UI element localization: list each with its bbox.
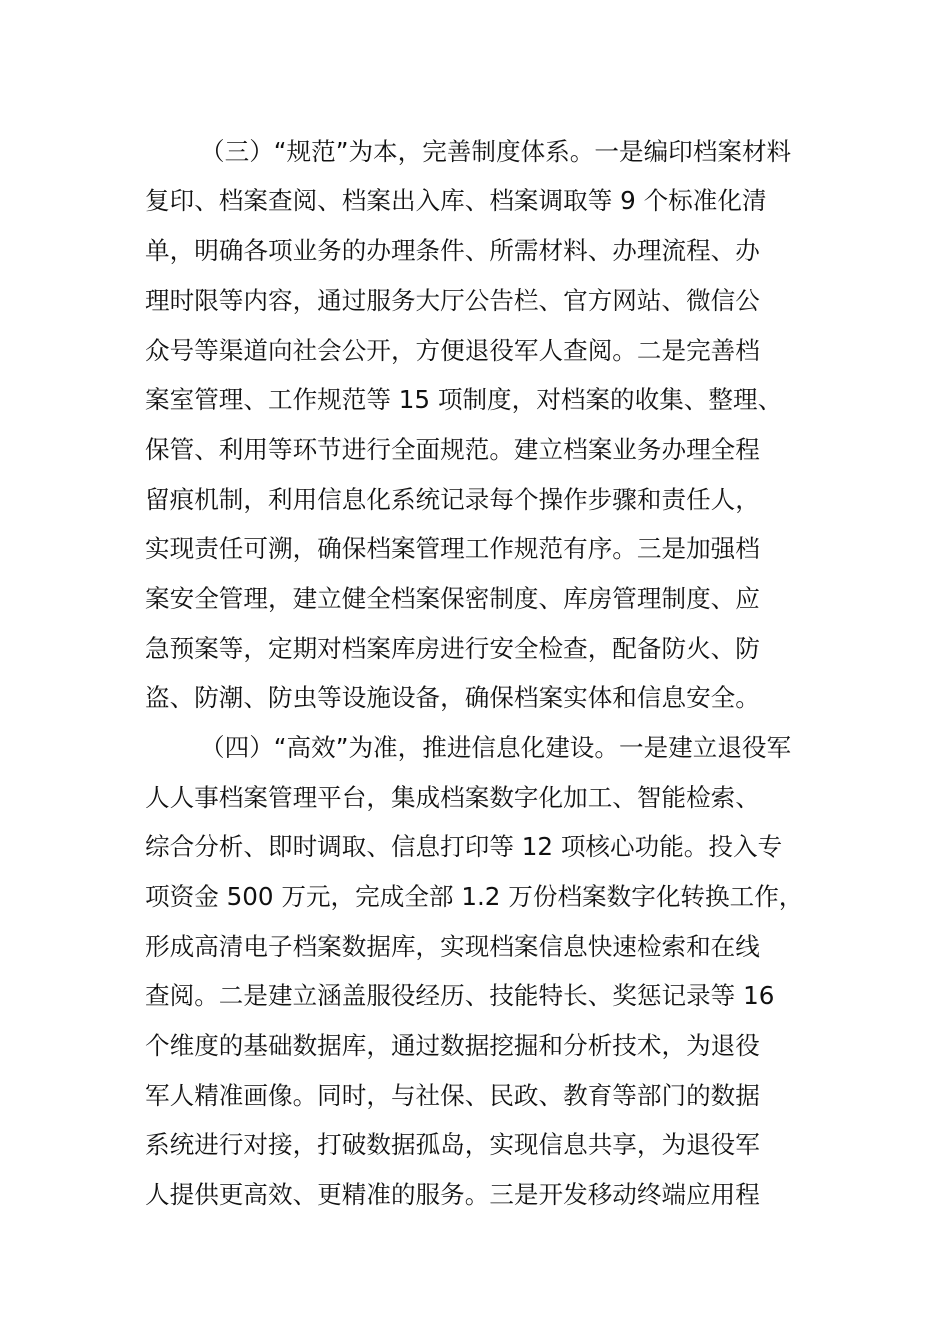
paragraph-4-line-5: 形成高清电子档案数据库，实现档案信息快速检索和在线 [145,932,760,961]
paragraph-4-line-1: （四）“高效”为准，推进信息化建设。一是建立退役军 [200,733,792,762]
paragraph-4-line-7: 个维度的基础数据库，通过数据挖掘和分析技术，为退役 [145,1031,760,1060]
paragraph-3-line-4: 理时限等内容，通过服务大厅公告栏、官方网站、微信公 [145,286,760,315]
paragraph-3-line-1: （三）“规范”为本，完善制度体系。一是编印档案材料 [200,137,792,166]
paragraph-4-line-2: 人人事档案管理平台，集成档案数字化加工、智能检索、 [145,783,760,812]
paragraph-4-line-8: 军人精准画像。同时，与社保、民政、教育等部门的数据 [145,1081,760,1110]
paragraph-3-line-12: 盗、防潮、防虫等设施设备，确保档案实体和信息安全。 [145,683,760,712]
paragraph-3-line-10: 案安全管理，建立健全档案保密制度、库房管理制度、应 [145,584,760,613]
paragraph-3-line-6: 案室管理、工作规范等 15 项制度，对档案的收集、整理、 [145,385,783,414]
paragraph-3-line-5: 众号等渠道向社会公开，方便退役军人查阅。二是完善档 [145,336,760,365]
paragraph-3-line-9: 实现责任可溯，确保档案管理工作规范有序。三是加强档 [145,534,760,563]
paragraph-3-line-3: 单，明确各项业务的办理条件、所需材料、办理流程、办 [145,236,760,265]
paragraph-3-line-2: 复印、档案查阅、档案出入库、档案调取等 9 个标准化清 [145,186,767,215]
paragraph-4-line-3: 综合分析、即时调取、信息打印等 12 项核心功能。投入专 [145,832,783,861]
paragraph-4-line-10: 人提供更高效、更精准的服务。三是开发移动终端应用程 [145,1180,760,1209]
paragraph-4-line-9: 系统进行对接，打破数据孤岛，实现信息共享，为退役军 [145,1130,760,1159]
paragraph-3-line-7: 保管、利用等环节进行全面规范。建立档案业务办理全程 [145,435,760,464]
paragraph-3-line-8: 留痕机制，利用信息化系统记录每个操作步骤和责任人， [145,485,760,514]
paragraph-4-line-4: 项资金 500 万元，完成全部 1.2 万份档案数字化转换工作， [145,882,804,911]
paragraph-3-line-11: 急预案等，定期对档案库房进行安全检查，配备防火、防 [145,634,760,663]
paragraph-4-line-6: 查阅。二是建立涵盖服役经历、技能特长、奖惩记录等 16 [145,981,775,1010]
